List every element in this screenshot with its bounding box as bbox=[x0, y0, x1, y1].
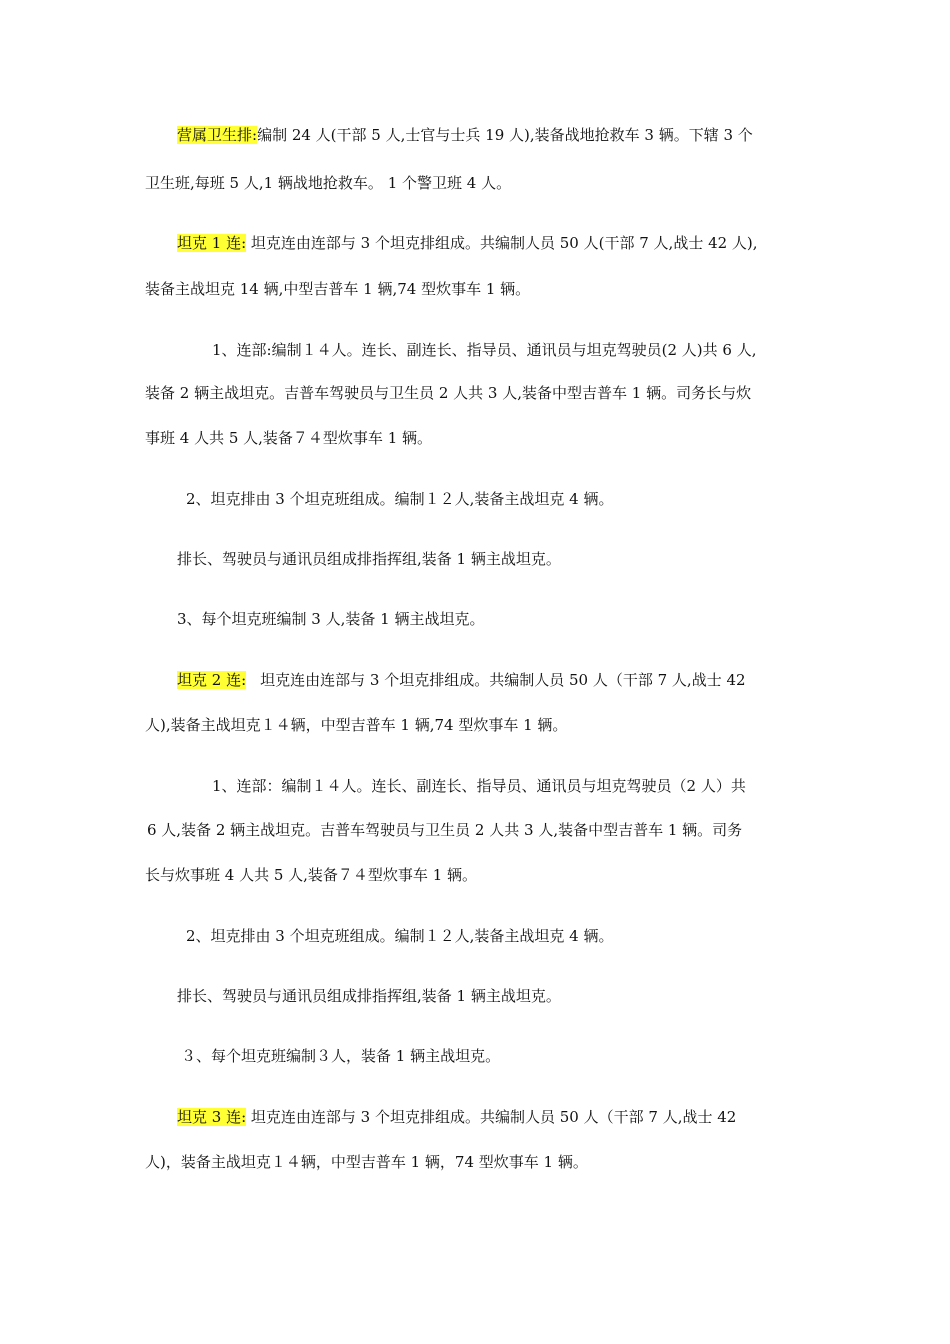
tank1-hq-line-1: 1、连部:编制１４人。连长、副连长、指导员、通讯员与坦克驾驶员(2 人)共 6 人, bbox=[212, 341, 757, 359]
tank1-hq-line-2: 装备 2 辆主战坦克。吉普车驾驶员与卫生员 2 人共 3 人,装备中型吉普车 1 辆。司务长与炊 bbox=[145, 384, 752, 402]
tank1-line-2: 装备主战坦克 14 辆,中型吉普车 1 辆,74 型炊事车 1 辆。 bbox=[145, 280, 531, 298]
tank2-platoon-command-line: 排长、驾驶员与通讯员组成排指挥组,装备 1 辆主战坦克。 bbox=[177, 987, 561, 1005]
tank2-platoon-line: 2、坦克排由 3 个坦克班组成。编制１２人,装备主战坦克 4 辆。 bbox=[186, 927, 614, 945]
tank3-label: 坦克 3 连: bbox=[177, 1108, 247, 1126]
medical-platoon-line-1 bbox=[177, 125, 753, 145]
tank1-label: 坦克 1 连: bbox=[177, 234, 247, 252]
tank2-line-2: 人),装备主战坦克１４辆，中型吉普车 1 辆,74 型炊事车 1 辆。 bbox=[145, 716, 568, 734]
tank2-text-1: 坦克连由连部与 3 个坦克排组成。共编制人员 50 人（干部 7 人,战士 42 bbox=[260, 671, 746, 689]
tank1-platoon-command-line: 排长、驾驶员与通讯员组成排指挥组,装备 1 辆主战坦克。 bbox=[177, 550, 561, 568]
tank3-text-1: 坦克连由连部与 3 个坦克排组成。共编制人员 50 人（干部 7 人,战士 42 bbox=[246, 1108, 737, 1126]
tank3-line-1 bbox=[177, 1107, 736, 1127]
tank2-hq-line-3: 长与炊事班 4 人共 5 人,装备７４型炊事车 1 辆。 bbox=[145, 866, 478, 884]
tank1-line-1 bbox=[177, 233, 758, 253]
tank2-label: 坦克 2 连: bbox=[177, 671, 247, 689]
tank2-hq-line-1: 1、连部：编制１４人。连长、副连长、指导员、通讯员与坦克驾驶员（2 人）共 bbox=[212, 777, 746, 795]
tank1-text-1: 坦克连由连部与 3 个坦克排组成。共编制人员 50 人(干部 7 人,战士 42 人), bbox=[246, 234, 758, 252]
tank2-squad-line: ３、每个坦克班编制３人，装备 1 辆主战坦克。 bbox=[181, 1047, 501, 1065]
tank3-line-2: 人)，装备主战坦克１４辆，中型吉普车 1 辆，74 型炊事车 1 辆。 bbox=[145, 1153, 588, 1171]
tank2-hq-line-2: 6 人,装备 2 辆主战坦克。吉普车驾驶员与卫生员 2 人共 3 人,装备中型吉普车 1 辆。司务 bbox=[147, 821, 743, 839]
medical-platoon-line-2: 卫生班,每班 5 人,1 辆战地抢救车。 1 个警卫班 4 人。 bbox=[145, 174, 512, 192]
medical-platoon-label: 营属卫生排: bbox=[177, 126, 258, 144]
tank1-platoon-line: 2、坦克排由 3 个坦克班组成。编制１２人,装备主战坦克 4 辆。 bbox=[186, 490, 614, 508]
medical-platoon-text-1: 编制 24 人(干部 5 人,士官与士兵 19 人),装备战地抢救车 3 辆。下辖 3 个 bbox=[257, 126, 753, 144]
tank2-line-1 bbox=[177, 670, 746, 690]
tank1-hq-line-3: 事班 4 人共 5 人,装备７４型炊事车 1 辆。 bbox=[145, 429, 433, 447]
tank1-squad-line: 3、每个坦克班编制 3 人,装备 1 辆主战坦克。 bbox=[177, 610, 485, 628]
